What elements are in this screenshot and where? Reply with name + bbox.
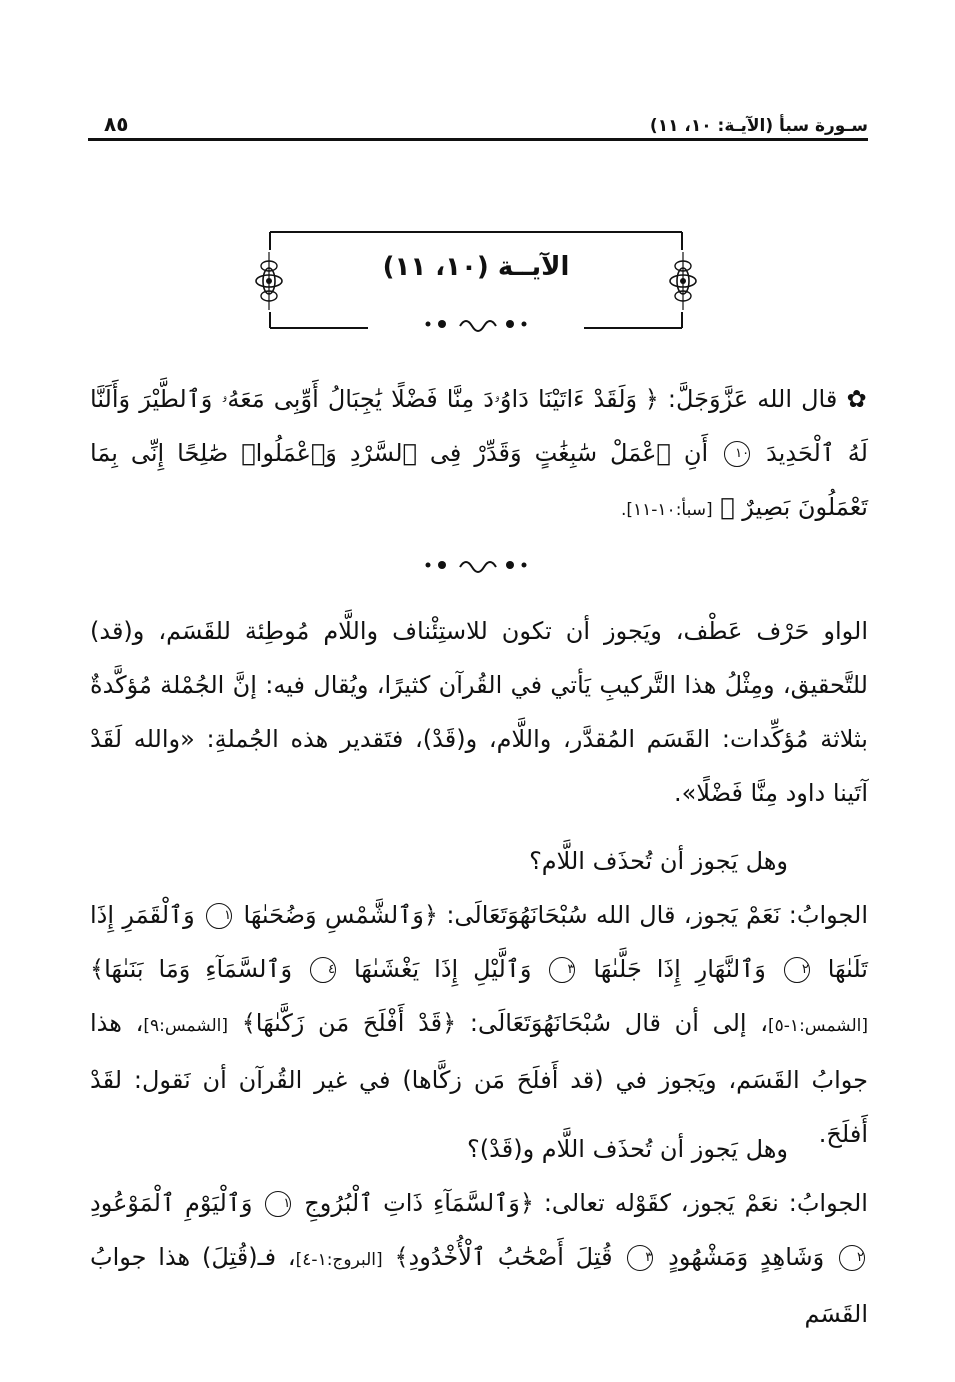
verse-reference: [الشمس:١-٥] [768,1016,868,1036]
verse-block [90,372,868,537]
verse-text: وَٱلْيَوْمِ ٱلْمَوْعُودِ [90,1189,253,1217]
question: وهل يَجوز أن تُحذَف اللَّام و(قَدْ)؟ [467,1135,788,1163]
verse-intro: قال الله عَزَّوَجَلَّ: [667,385,838,413]
paragraph: الواو حَرْف عَطْف، ويَجوز أن تكون للاستِئْناف واللَّام مُوطِئة للقَسَم، و(قد) للتَّحقيق، ومِثْلُ هذا التَّركيبِ يَأتي في القُرآن كثيرًا، ويُقال فيه: إنَّ الجُمْلة مُؤكَّدةٌ بثلاثة مُؤكِّدات: القَسَم المُقدَّر، واللَّام، و(قَدْ)، فتَقدير هذه الجُملةِ: «والله لَقَدْ آتَينا داود مِنَّا فَضْلًا». [90,617,868,807]
answer-text: ، إلى أن قال سُبْحَانَهُوَتَعَالَى: [469,1009,768,1037]
ornament-knot-icon [666,250,700,312]
verse-text: أَنِ ٱعْمَلْ سَٰبِغَٰتٍ وَقَدِّرْ فِى ٱلسَّرْدِ وَٱعْمَلُوا۟ صَٰلِحًا إِنِّى بِمَا تَعْمَلُونَ بَصِيرٌ ﴾ [90,439,868,521]
verse-text: ﴿قَدْ أَفْلَحَ مَن زَكَّىٰهَا﴾ [241,1009,457,1037]
ayah-number: ٢ [839,1245,865,1271]
section-title-frame [268,230,684,330]
section-title: الآيــة (١٠، ١١) [382,252,570,282]
answer-text: ، هذا جوابُ القَسَم، ويَجوز في (قد أَفلَحَ مَن زكَّاها) في غير القُرآن أن نَقول: لقَدْ أَفلَحَ. [90,1009,868,1148]
question: وهل يَجوز أن تُحذَف اللَّام؟ [529,847,788,875]
ornament-knot-icon [252,250,286,312]
ayah-number: ٣ [549,957,575,983]
verse-text: ﴿وَٱلشَّمْسِ وَضُحَىٰهَا [243,901,438,929]
dot-divider-icon [416,555,536,575]
answer-text: ، فـ(قُتِلَ) هذا جوابُ القَسَم [90,1243,868,1328]
verse-reference: [البروج:١-٤] [295,1250,383,1270]
ayah-number: ١ [265,1191,291,1217]
ayah-number: ٣ [627,1245,653,1271]
verse-text: ﴿وَٱلسَّمَآءِ ذَاتِ ٱلْبُرُوجِ [304,1189,534,1217]
verse-reference: [سبأ:١٠-١١]. [620,500,713,520]
answer-lead: الجوابُ: نَعَمْ يَجوز، قال الله سُبْحَانَهُوَتَعَالَى: [446,901,869,929]
ayah-number: ٤ [310,957,336,983]
verse-text: وَشَاهِدٍ وَمَشْهُودٍ [668,1243,825,1271]
verse-text: وَٱلْقَمَرِ إِذَا تَلَىٰهَا [90,901,868,983]
running-header [88,100,868,136]
verse-text: وَٱلنَّهَارِ إِذَا جَلَّىٰهَا [593,955,766,983]
answer [90,888,868,1161]
flower-icon: ✿ [846,385,868,413]
verse-reference: [الشمس:٩] [143,1016,229,1036]
ayah-number: ١٠ [724,441,750,467]
answer-lead: الجوابُ: نعَمْ يَجوز، كقَوْله تعالى: [543,1189,868,1217]
ayah-number: ٢ [784,957,810,983]
verse-text: وَٱلَّيْلِ إِذَا يَغْشَىٰهَا [353,955,532,983]
page-number: ٨٥ [104,112,129,136]
header-title: سـورة سبأ (الآيـة: ١٠، ١١) [649,116,868,136]
answer [90,1176,868,1341]
verse-text: قُتِلَ أَصْحَٰبُ ٱلْأُخْدُودِ﴾ [394,1243,613,1271]
dot-divider-icon [416,314,536,334]
verse-text: وَٱلسَّمَآءِ وَمَا بَنَىٰهَا﴾ [90,955,293,983]
header-rule [88,138,868,141]
ayah-number: ١ [206,903,232,929]
verse-text: ﴿ وَلَقَدْ ءَاتَيْنَا دَاوُۥدَ مِنَّا فَضْلًا يَٰجِبَالُ أَوِّبِى مَعَهُۥ وَٱلطَّيْرَ وَأَلَنَّا لَهُ ٱلْحَدِيدَ [90,385,868,467]
